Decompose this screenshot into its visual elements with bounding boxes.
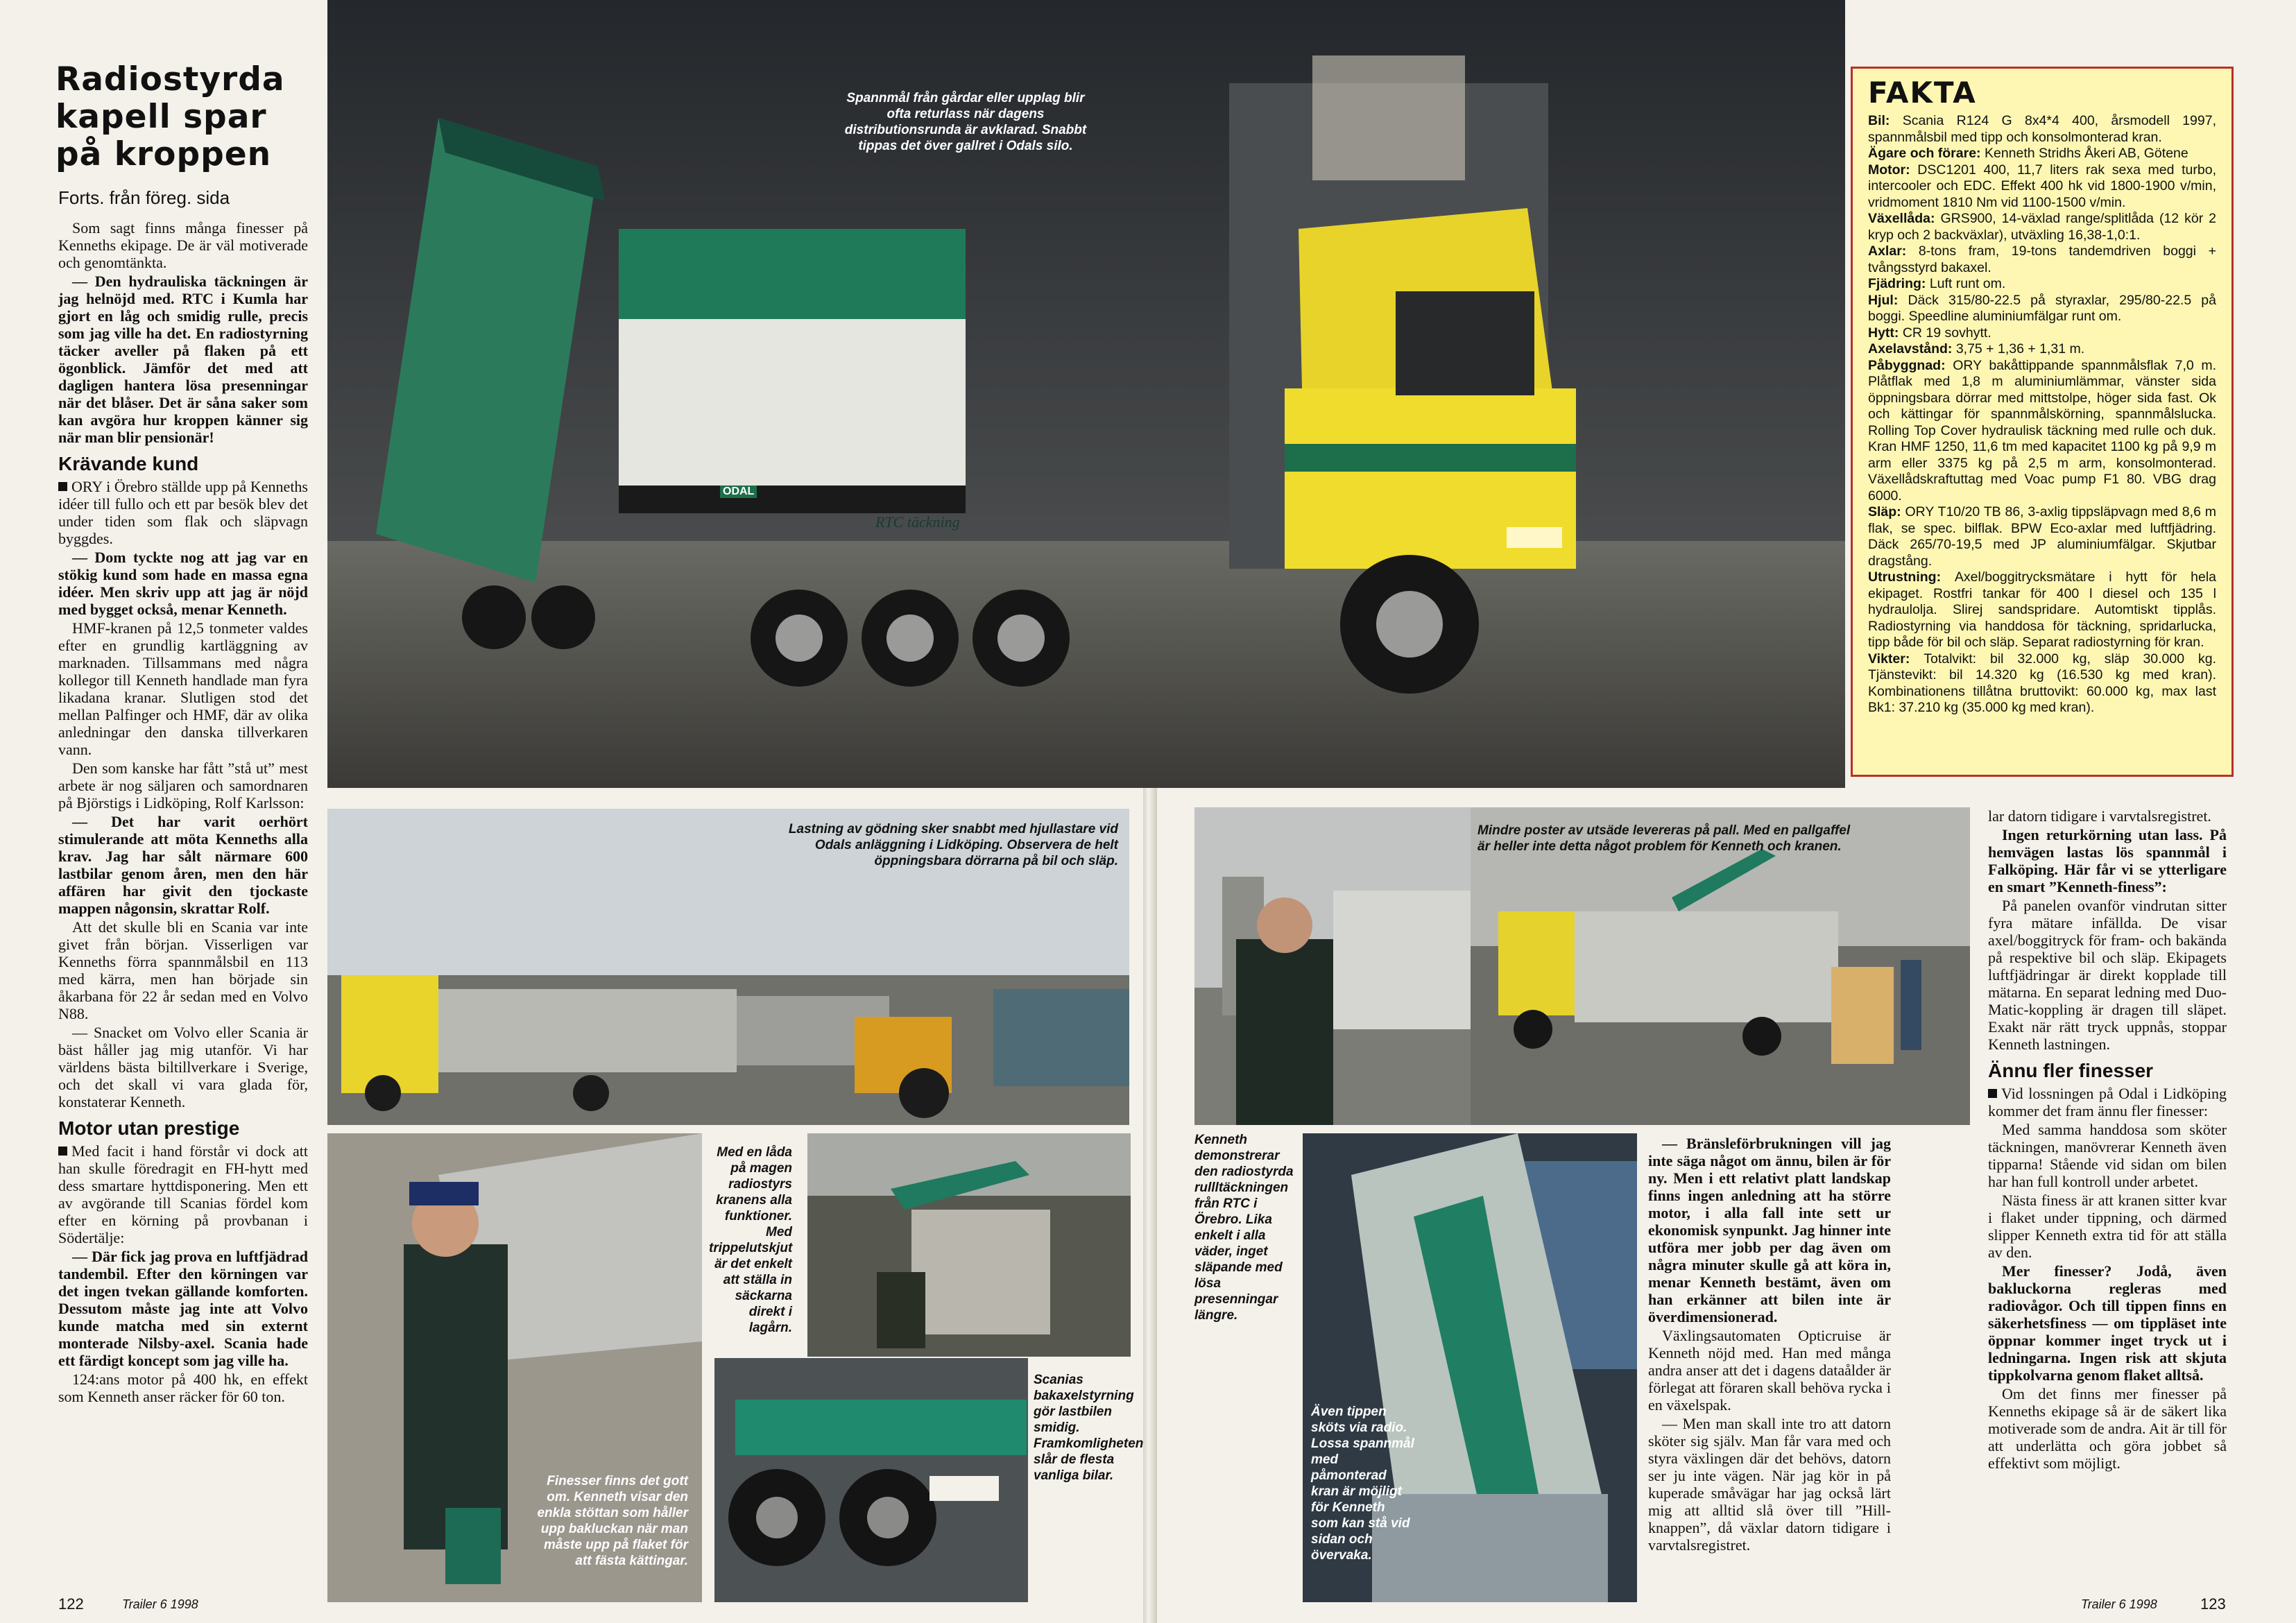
magazine-issue-right: Trailer 6 1998	[2081, 1597, 2157, 1611]
magazine-issue-left: Trailer 6 1998	[122, 1597, 198, 1611]
fakta-item-label: Fjädring:	[1868, 276, 1930, 291]
fakta-item	[1868, 211, 2216, 243]
fakta-item-label: Påbyggnad:	[1868, 357, 1953, 373]
paragraph: 124:ans motor på 400 hk, en effekt som Kenneth anser räcker för 60 ton.	[58, 1371, 308, 1405]
paragraph: Vid lossningen på Odal i Lidköping kommer det fram ännu fler finesser:	[1988, 1085, 2227, 1119]
subheading: Motor utan prestige	[58, 1117, 240, 1139]
fakta-item-label: Släp:	[1868, 504, 1905, 519]
fakta-item-text: ORY T10/20 TB 86, 3-axlig tippsläpvagn med 8,6 m flak, se spec. bilflak. BPW Eco-axlar med luftfjädring. Däck 265/70-19,5 med JP aluminiumfälgar. Skjutbar dragstång.	[1868, 504, 2216, 569]
fakta-item-text: Kenneth Stridhs Åkeri AB, Götene	[1984, 146, 2188, 161]
fakta-item-text: Totalvikt: bil 32.000 kg, släp 30.000 kg. Tjänstevikt: bil 14.320 kg (16.530 kg med kran). Kombinationens tillåtna bruttovikt: 60.000 kg, max last Bk1: 37.210 kg (35.000 kg med kran).	[1868, 651, 2216, 715]
fakta-item-text: CR 19 sovhytt.	[1902, 325, 1991, 341]
fakta-item	[1868, 569, 2216, 651]
paragraph: Som sagt finns många finesser på Kenneths ekipage. De är väl motiverade och genomtänkta.	[58, 219, 308, 271]
paragraph: — Snacket om Volvo eller Scania är bäst håller jag mig utanför. Vi har världens bästa biltillverkare i Sverige, och det skall vi vara glada för, konstaterar Kenneth.	[58, 1024, 308, 1110]
bullet-square	[58, 482, 67, 491]
page-number-left: 122	[58, 1595, 84, 1613]
paragraph: ORY i Örebro ställde upp på Kenneths idéer till fullo och ett par besök blev det under tiden som flak och släpvagn byggdes.	[58, 478, 308, 547]
caption-tippen: Även tippen sköts via radio. Lossa spannmål med påmonterad kran är möjligt för Kenneth som kan stå vid sidan och övervaka.	[1311, 1405, 1414, 1563]
paragraph: Med facit i hand förstår vi dock att han skulle föredragit en FH-hytt med dess smartare hyttdisponering. Men ett av avgörande till Scanias fördel kom efter en körning på provbanan i Södertälje:	[58, 1142, 308, 1246]
fakta-item-label: Hjul:	[1868, 292, 1908, 308]
fakta-list	[1868, 113, 2216, 716]
fakta-title: FAKTA	[1868, 76, 1977, 110]
subheading: Ännu fler finesser	[1988, 1060, 2154, 1081]
subheading: Krävande kund	[58, 453, 199, 474]
bullet-square	[1988, 1089, 1997, 1098]
paragraph: lar datorn tidigare i varvtalsregistret.	[1988, 807, 2211, 825]
paragraph: Om det finns mer finesser på Kenneths ekipage så är de säkert lika motiverade som de andra. Ait är till för att underlätta och göra jobbet så effektivt som möjligt.	[1988, 1385, 2227, 1472]
truck-lettering-odal: ODAL	[720, 486, 757, 498]
paragraph: På panelen ovanför vindrutan sitter fyra mätare infällda. De visar axel/boggitryck för fram- och bakända på respektive bil och släp. Ekipagets luftfjädringar är direkt kopplade till mätarna. En separat ledning med Duo-Matic-koppling är dragen till släpet. Exakt när rätt tryck uppnås, stoppar Kenneth lastningen.	[1988, 897, 2227, 1053]
text-column-left	[58, 219, 308, 1407]
paragraph: — Bränsleförbrukningen vill jag inte säga något om ännu, bilen är för ny. Men i ett relativt platt landskap finns ingen anledning att ha större motor, i alla fall inte sett ur ekonomisk synpunkt. Jag hinner inte utföra mer jobb per dag även om några minuter skulle gå att köra in, menar Kenneth bestämt, även om han erkänner att bilen inte är överdimensionerad.	[1648, 1135, 1891, 1325]
paragraph: — Men man skall inte tro att datorn sköter sig själv. Man får vara med och styra växlingen där det behövs, datorn ser ju inte vägen. När jag kör in på kuperade småvägar har jag också lärt mig att alltid slå över till ”Hill-knappen”, då växlar datorn tidigare i varvtalsregistret.	[1648, 1415, 1891, 1554]
caption-pall: Mindre poster av utsäde levereras på pall. Med en pallgaffel är heller inte detta något problem för Kenneth och kranen.	[1477, 823, 1851, 854]
fakta-item-text: 3,75 + 1,36 + 1,31 m.	[1955, 341, 2085, 357]
paragraph: — Den hydrauliska täckningen är jag helnöjd med. RTC i Kumla har gjort en låg och smidig rulle, precis som jag ville ha det. En radiostyrning täcker aveller på flaken på ett ögonblick. Jämför det med att dagligen hantera lösa presenningar när det blåser. Det är såna saker som kan avgöra hur kroppen känner sig när man blir pensionär!	[58, 273, 308, 446]
fakta-item-label: Axlar:	[1868, 243, 1919, 259]
fakta-item-text: Luft runt om.	[1929, 276, 2006, 291]
fakta-item-text: 8-tons fram, 19-tons tandemdriven boggi + tvångsstyrd bakaxel.	[1868, 243, 2216, 275]
fakta-item-label: Axelavstånd:	[1868, 341, 1956, 357]
fakta-item	[1868, 651, 2216, 716]
paragraph: — Det har varit oerhört stimulerande att möta Kenneths alla krav. Jag har sålt närmare 600 lastbilar genom åren, men den här affären har givit den tjockaste mappen någonsin, skrattar Rolf.	[58, 813, 308, 917]
paragraph: Växlingsautomaten Opticruise är Kenneth nöjd med. Han med många andra anser att det i dagens dataålder är förlegat att föraren skall behöva rycka i en växelspak.	[1648, 1327, 1891, 1414]
photo-pallets	[1471, 807, 1970, 1125]
paragraph: HMF-kranen på 12,5 tonmeter valdes efter en grundlig kartläggning av marknaden. Tillsammans med några kollegor till Kenneth handlade man fyra likadana kranar. Slutligen stod det mellan Palfinger och HMF, där av olika anledningar den danska tillverkaren vann.	[58, 619, 308, 758]
fakta-item	[1868, 504, 2216, 569]
bullet-square	[58, 1147, 67, 1156]
fakta-item-text: Axel/boggitrycksmätare i hytt för hela ekipaget. Rostfri tankar för 400 l diesel och 135 l hydraulolja. Slirej sandspridare. Automtiskt tipplås. Radiostyrning via handdosa för täckning, spridarlucka, tipp både för bil och släp. Separat radiostyrning för kran.	[1868, 569, 2216, 650]
fakta-item-label: Vikter:	[1868, 651, 1924, 667]
fakta-item	[1868, 113, 2216, 146]
caption-bakaxel: Scanias bakaxelstyrning gör lastbilen smidig. Framkomligheten slår de flesta vanliga bilar.	[1034, 1373, 1144, 1483]
article-headline: Radiostyrda kapell spar på kroppen	[55, 60, 285, 173]
photo-rear-axle	[714, 1358, 1028, 1602]
paragraph: Mer finesser? Jodå, även bakluckorna regleras med radiovågor. Och till tippen finns en säkerhetsfiness — om tippläset inte öppnar kommer inget tryck ut i ledningarna. Ingen risk att skjuta tippkolvarna genom flaket alltså.	[1988, 1262, 2227, 1384]
paragraph: Att det skulle bli en Scania var inte givet från början. Visserligen var Kenneths förra spannmålsbil en 113 med kärra, men han började sin åkarbana för 22 år sedan med en Volvo N88.	[58, 918, 308, 1022]
fakta-item-label: Bil:	[1868, 113, 1903, 128]
fakta-item	[1868, 341, 2216, 358]
caption-finesser: Finesser finns det gott om. Kenneth visar den enkla stöttan som håller upp bakluckan när man måste upp på flaket för att fästa kättingar.	[537, 1474, 688, 1568]
continued-note: Forts. från föreg. sida	[58, 187, 230, 208]
text-column-right-1	[1648, 1135, 1891, 1555]
page-number-right: 123	[2200, 1595, 2226, 1613]
photo-crane-box	[807, 1133, 1131, 1357]
caption-box: Med en låda på magen radiostyrs kranens alla funktioner. Med trippelutskjut är det enkelt att ställa in säckarna direkt i lagårn.	[709, 1145, 793, 1335]
paragraph: Ingen returkörning utan lass. På hemvägen lastas lös spannmål i Falköping. Här får vi se ytterligare en smart ”Kenneth-finess”:	[1988, 826, 2227, 895]
caption-demo: Kenneth demonstrerar den radiostyrda rullltäckningen från RTC i Örebro. Lika enkelt i alla väder, inget släpande med lösa presenningar längre.	[1194, 1133, 1294, 1323]
photo-kenneth-remote	[1194, 807, 1483, 1125]
caption-loading: Lastning av gödning sker snabbt med hjullastare vid Odals anläggning i Lidköping. Observera de helt öppningsbara dörrarna på bil och släp.	[788, 822, 1118, 868]
fakta-item	[1868, 293, 2216, 325]
paragraph: — Dom tyckte nog att jag var en stökig kund som hade en massa egna idéer. Men skriv upp att jag är nöjd med bygget också, menar Kenneth.	[58, 549, 308, 618]
fakta-item	[1868, 243, 2216, 276]
main-photo-truck-at-silo	[327, 0, 1845, 788]
fakta-item-label: Ägare och förare:	[1868, 146, 1985, 161]
fakta-item-label: Växellåda:	[1868, 211, 1941, 226]
photo-kenneth-tailgate	[327, 1133, 702, 1602]
fakta-item	[1868, 146, 2216, 162]
paragraph: Med samma handdosa som sköter täckningen, manövrerar Kenneth även tipparna! Stående vid sidan om bilen har han full kontroll under arbetet.	[1988, 1121, 2227, 1190]
fakta-item	[1868, 358, 2216, 505]
paragraph: Nästa finess är att kranen sitter kvar i flaket under tippning, och därmed slipper Kenneth extra tid för att ställa av den.	[1988, 1192, 2227, 1261]
fakta-item-text: DSC1201 400, 11,7 liters rak sexa med turbo, intercooler och EDC. Effekt 400 hk vid 1800-1900 v/min, vridmoment 1810 Nm vid 1100-1500 v/min.	[1868, 162, 2216, 210]
fakta-item	[1868, 162, 2216, 212]
fakta-item-label: Utrustning:	[1868, 569, 1955, 585]
fakta-item-text: ORY bakåttippande spannmålsflak 7,0 m. Plåtflak med 1,8 m aluminiumlämmar, vänster sida öppningsbara dörrar med mittstolpe, höger sida fast. Ok och kättingar för spannmålskörning, spannmålslucka. Rolling Top Cover hydraulisk täckning med rulle och duk. Kran HMF 1250, 11,6 tm med kapacitet 1100 kg på 9,9 m arm eller 3375 kg på 2,5 m arm, konsolmonterad. Växellådskraftuttag med Voac pump F1 80. VBG drag 6000.	[1868, 357, 2216, 504]
paragraph: — Där fick jag prova en luftfjädrad tandembil. Efter den körningen var det ingen tvekan gällande komforten. Dessutom måste jag inte att Volvo kunde matcha med sin externt monterade Nilsby-axel. Scania hade ett färdigt koncept som jag ville ha.	[58, 1248, 308, 1369]
fakta-item	[1868, 276, 2216, 293]
fakta-item-text: Scania R124 G 8x4*4 400, årsmodell 1997, spannmålsbil med tipp och konsolmonterad kran.	[1868, 113, 2216, 145]
caption-main-photo: Spannmål från gårdar eller upplag blir ofta returlass när dagens distributionsrunda är avklarad. Snabbt tippas det över gallret i Odals silo.	[844, 91, 1087, 153]
fakta-item-label: Hytt:	[1868, 325, 1903, 341]
fakta-item-text: Däck 315/80-22.5 på styraxlar, 295/80-22.5 på boggi. Speedline aluminiumfälgar runt om.	[1868, 292, 2216, 324]
photo-crane-tipping	[1303, 1133, 1637, 1602]
paragraph: Den som kanske har fått ”stå ut” mest arbete är nog säljaren och samordnaren på Björstigs i Lidköping, Rolf Karlsson:	[58, 759, 308, 812]
fakta-item	[1868, 325, 2216, 342]
photo-loading-fertilizer	[327, 809, 1129, 1125]
text-column-right-2	[1988, 807, 2227, 1473]
truck-lettering-rtc: RTC täckning	[875, 513, 960, 531]
fakta-item-text: GRS900, 14-växlad range/splitlåda (12 kör 2 kryp och 2 backväxlar), utväxling 16,38-1,0:1.	[1868, 211, 2217, 243]
fakta-item-label: Motor:	[1868, 162, 1918, 178]
fakta-box	[1851, 67, 2234, 777]
